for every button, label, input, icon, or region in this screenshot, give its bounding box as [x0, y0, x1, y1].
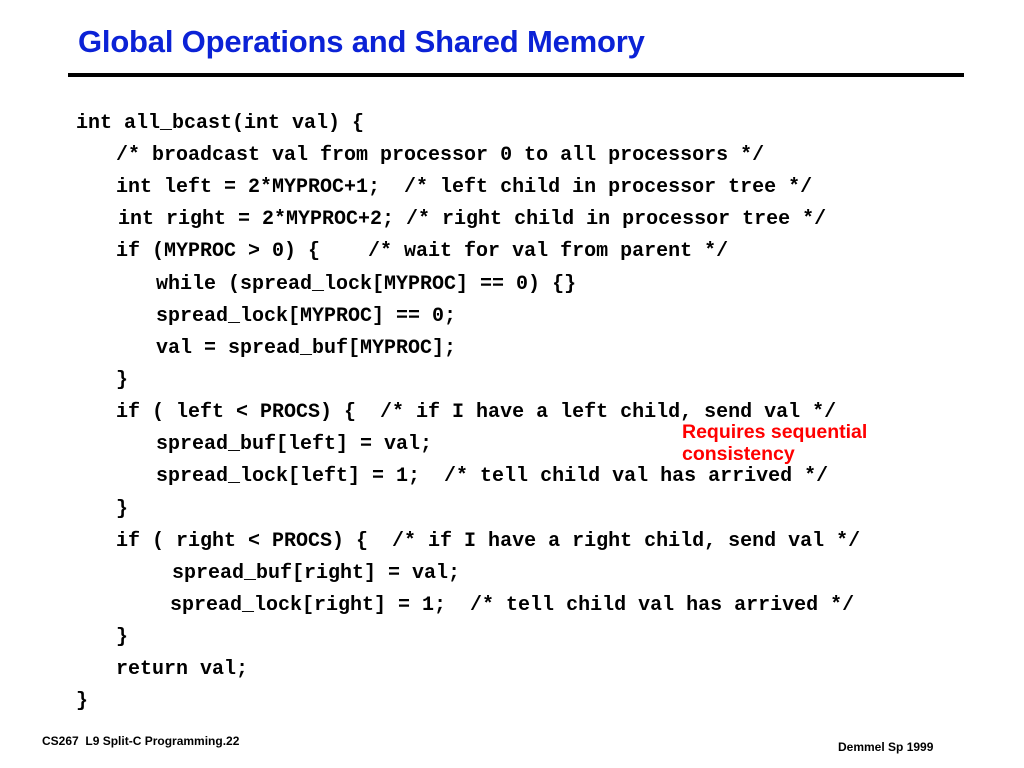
code-line: while (spread_lock[MYPROC] == 0) {}	[156, 273, 577, 296]
code-line: /* broadcast val from processor 0 to all processors */	[116, 144, 765, 167]
code-line: int all_bcast(int val) {	[76, 112, 365, 135]
code-line: spread_buf[right] = val;	[172, 562, 461, 585]
code-line: if ( right < PROCS) { /* if I have a right child, send val */	[116, 530, 861, 553]
code-line: }	[116, 498, 129, 521]
code-line: return val;	[116, 658, 249, 681]
title-divider	[68, 73, 964, 77]
footer-author-label: Demmel Sp 1999	[838, 740, 934, 754]
code-line: spread_buf[left] = val;	[156, 433, 433, 456]
code-line: }	[116, 369, 129, 392]
annotation-line-2: consistency	[682, 443, 795, 465]
code-line: }	[116, 626, 129, 649]
code-line: if (MYPROC > 0) { /* wait for val from parent */	[116, 240, 729, 263]
code-line: spread_lock[right] = 1; /* tell child val has arrived */	[170, 594, 855, 617]
code-line: spread_lock[left] = 1; /* tell child val has arrived */	[156, 465, 829, 488]
page-title: Global Operations and Shared Memory	[78, 24, 645, 59]
code-line: spread_lock[MYPROC] == 0;	[156, 305, 457, 328]
footer-course-label: CS267 L9 Split-C Programming.22	[42, 734, 240, 748]
code-line: int left = 2*MYPROC+1; /* left child in processor tree */	[116, 176, 813, 199]
consistency-annotation	[682, 421, 867, 465]
code-line: if ( left < PROCS) { /* if I have a left child, send val */	[116, 401, 837, 424]
code-line: val = spread_buf[MYPROC];	[156, 337, 457, 360]
code-line: int right = 2*MYPROC+2; /* right child in processor tree */	[118, 208, 827, 231]
annotation-line-1: Requires sequential	[682, 421, 868, 443]
code-line: }	[76, 690, 89, 713]
